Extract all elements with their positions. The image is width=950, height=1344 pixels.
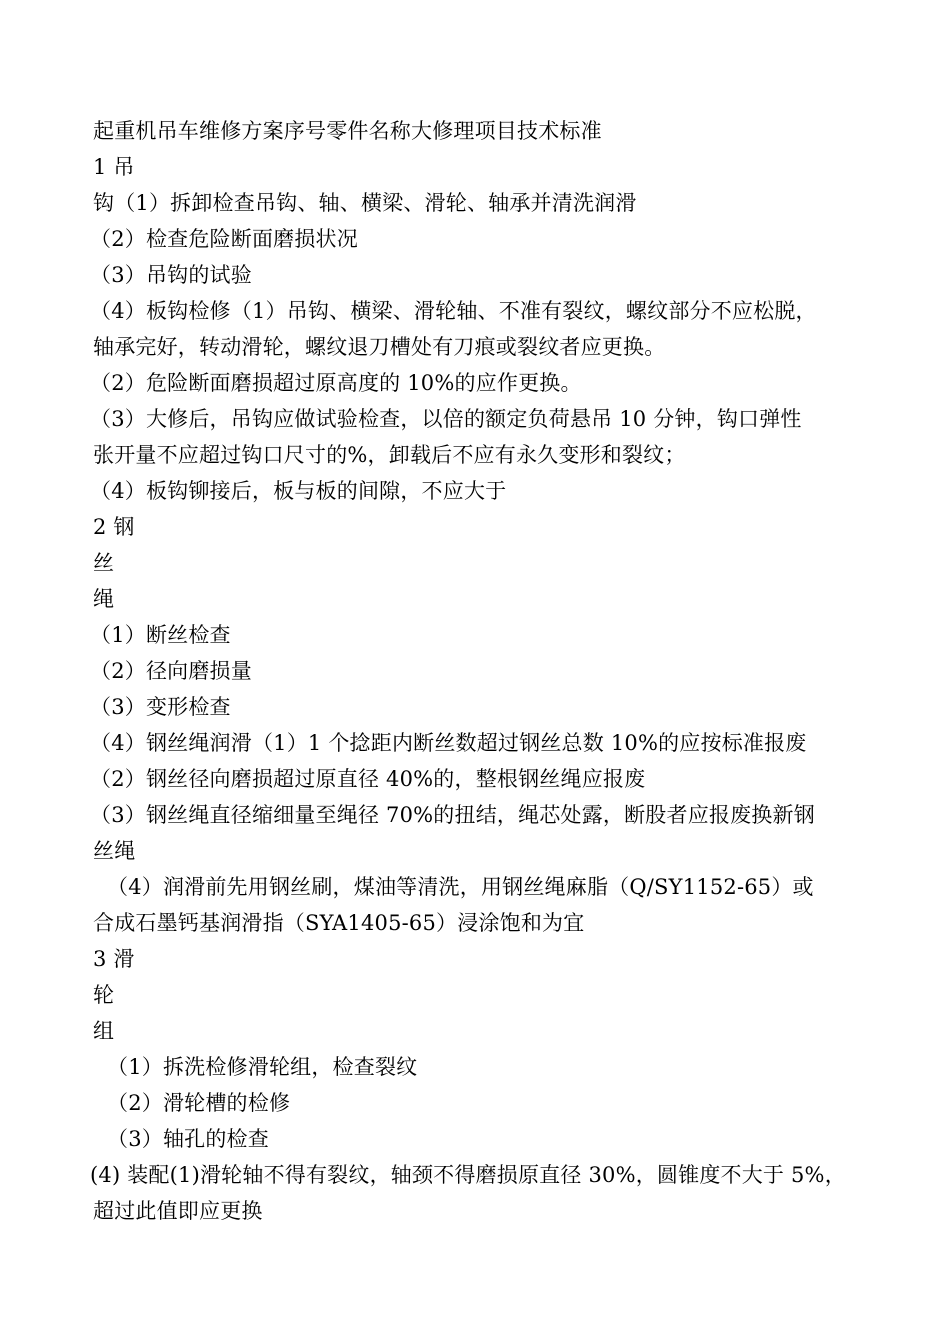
text-line: （1）断丝检查	[90, 623, 231, 647]
text-line: （3）大修后，吊钩应做试验检查，以倍的额定负荷悬吊 10 分钟，钩口弹性	[90, 407, 802, 431]
text-line: （4）板钩检修（1）吊钩、横梁、滑轮轴、不准有裂纹，螺纹部分不应松脱，	[90, 299, 817, 323]
text-line: （4）钢丝绳润滑（1）1 个捻距内断丝数超过钢丝总数 10%的应按标准报废	[90, 731, 807, 755]
document-title: 起重机吊车维修方案序号零件名称大修理项目技术标准	[93, 119, 602, 143]
text-line: （4）板钩铆接后，板与板的间隙，不应大于	[90, 479, 507, 503]
document-body	[90, 113, 893, 1229]
section-2-heading-cont: 绳	[93, 587, 115, 611]
text-line: （1）拆洗检修滑轮组，检查裂纹	[107, 1055, 418, 1079]
section-3-heading: 3 滑	[93, 947, 135, 971]
section-2-heading-cont: 丝	[93, 551, 115, 575]
text-line: 轴承完好，转动滑轮，螺纹退刀槽处有刀痕或裂纹者应更换。	[93, 335, 666, 359]
text-line: 张开量不应超过钩口尺寸的%，卸载后不应有永久变形和裂纹；	[93, 443, 686, 467]
section-3-heading-cont: 组	[93, 1019, 115, 1043]
text-line: (4) 装配(1)滑轮轴不得有裂纹，轴颈不得磨损原直径 30%，圆锥度不大于 5%，	[90, 1163, 846, 1187]
text-line: （2）径向磨损量	[90, 659, 252, 683]
section-1-heading: 1 吊	[93, 155, 135, 179]
text-line: （2）危险断面磨损超过原高度的 10%的应作更换。	[90, 371, 582, 395]
text-line: （2）钢丝径向磨损超过原直径 40%的，整根钢丝绳应报废	[90, 767, 646, 791]
text-line: 合成石墨钙基润滑指（SYA1405-65）浸涂饱和为宜	[93, 911, 585, 935]
text-line: （2）滑轮槽的检修	[107, 1091, 291, 1115]
text-line: 丝绳	[93, 839, 136, 863]
text-line: （3）轴孔的检查	[107, 1127, 269, 1151]
text-line: （3）吊钩的试验	[90, 263, 252, 287]
text-line: 超过此值即应更换	[93, 1199, 263, 1223]
text-line: 钩（1）拆卸检查吊钩、轴、横梁、滑轮、轴承并清洗润滑	[93, 191, 637, 215]
section-3-heading-cont: 轮	[93, 983, 115, 1007]
section-2-heading: 2 钢	[93, 515, 135, 539]
text-line: （3）变形检查	[90, 695, 231, 719]
text-line: （4）润滑前先用钢丝刷，煤油等清洗，用钢丝绳麻脂（Q/SY1152-65）或	[107, 875, 814, 899]
text-line: （3）钢丝绳直径缩细量至绳径 70%的扭结，绳芯处露，断股者应报废换新钢	[90, 803, 815, 827]
text-line: （2）检查危险断面磨损状况	[90, 227, 358, 251]
